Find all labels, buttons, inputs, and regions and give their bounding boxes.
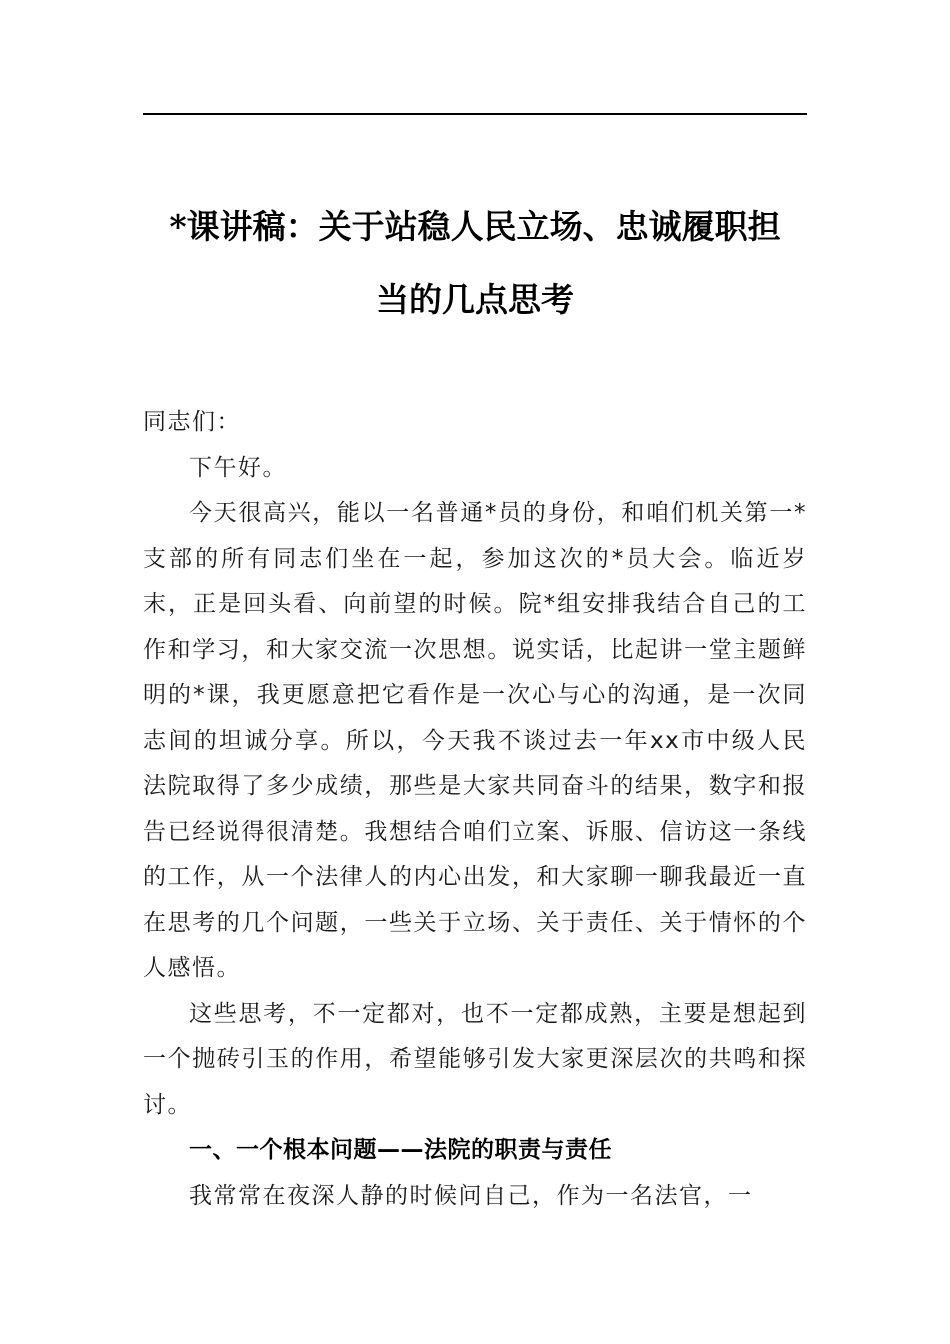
title-line-2: 当的几点思考 — [376, 280, 574, 319]
body-paragraph: 这些思考，不一定都对，也不一定都成熟，主要是想起到一个抛砖引玉的作用，希望能够引发大家更深层次的共鸣和探讨。 — [143, 1000, 807, 1118]
salutation: 同志们： — [143, 409, 241, 435]
document-title — [143, 190, 807, 336]
body-paragraph: 我常常在夜深人静的时候问自己，作为一名法官，一 — [189, 1182, 753, 1209]
header-rule — [143, 113, 807, 115]
document-body — [143, 400, 807, 1219]
section-heading: 一、一个根本问题——法院的职责与责任 — [189, 1137, 612, 1163]
title-line-1: *课讲稿：关于站稳人民立场、忠诚履职担 — [169, 207, 781, 246]
body-paragraph: 今天很高兴，能以一名普通*员的身份，和咱们机关第一*支部的所有同志们坐在一起，参加这次的*员大会。临近岁末，正是回头看、向前望的时候。院*组安排我结合自己的工作和学习，和大家交流一次思想。说实话，比起讲一堂主题鲜明的*课，我更愿意把它看作是一次心与心的沟通，是一次同志间的坦诚分享。所以，今天我不谈过去一年xx市中级人民法院取得了多少成绩，那些是大家共同奋斗的结果，数字和报告已经说得很清楚。我想结合咱们立案、诉服、信访这一条线的工作，从一个法律人的内心出发，和大家聊一聊我最近一直在思考的几个问题，一些关于立场、关于责任、关于情怀的个人感悟。 — [143, 500, 807, 981]
greeting: 下午好。 — [189, 454, 287, 481]
